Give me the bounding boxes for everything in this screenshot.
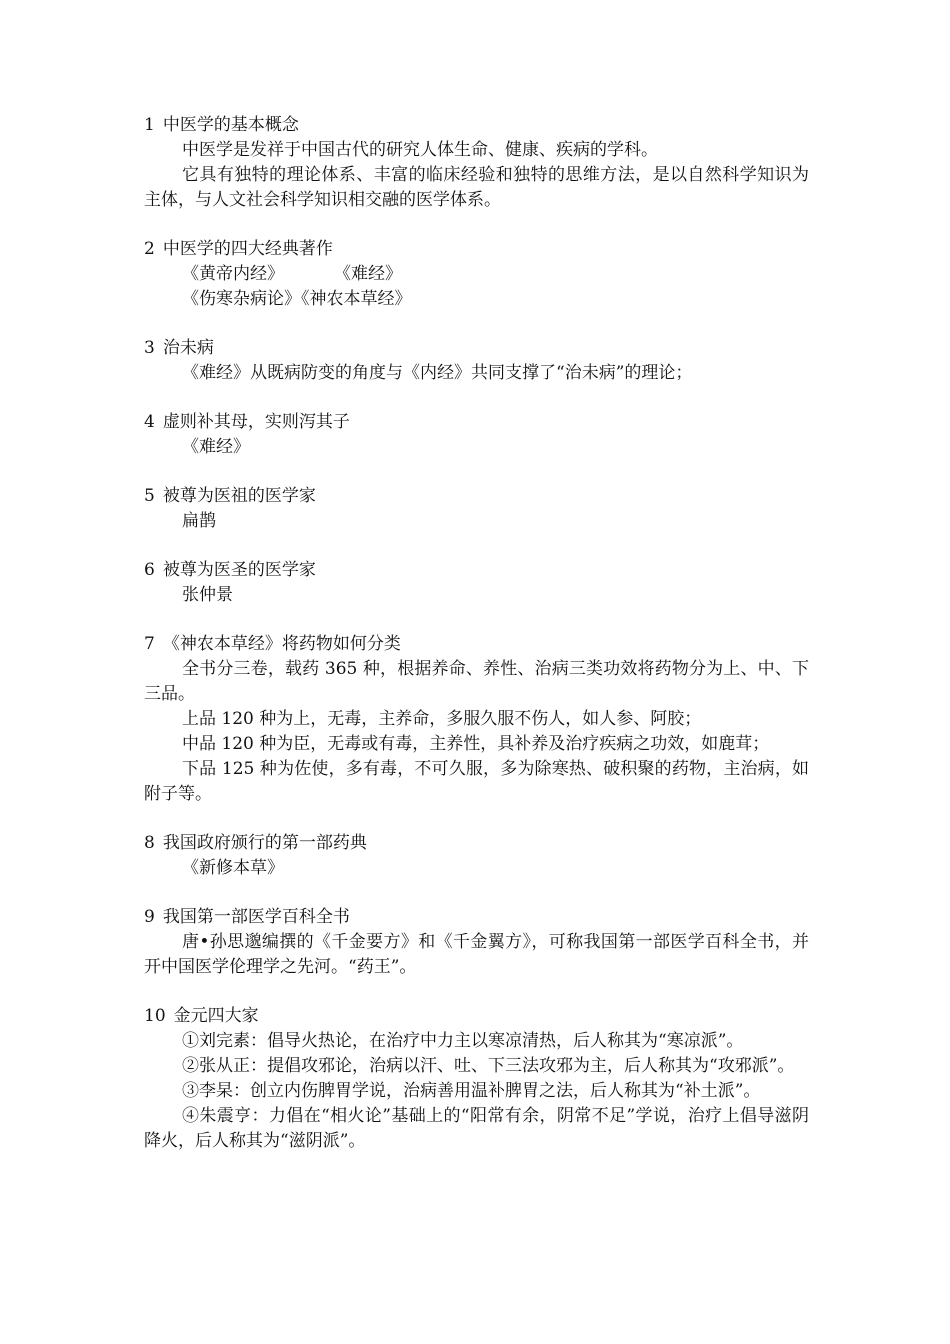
book-list-line: 《伤寒杂病论》《神农本草经》 [182, 289, 412, 309]
paragraph: 中医学是发祥于中国古代的研究人体生命、健康、疾病的学科。 [182, 140, 658, 160]
section-heading [144, 237, 809, 262]
section-number: 6 [144, 560, 155, 580]
section-3 [144, 336, 809, 386]
section-number: 4 [144, 412, 155, 432]
section-number: 3 [144, 338, 155, 358]
section-1 [144, 113, 809, 213]
paragraph: ③李杲：创立内伤脾胃学说，治病善用温补脾胃之法，后人称其为“补土派”。 [182, 1081, 761, 1101]
section-title: 我国第一部医学百科全书 [162, 907, 350, 927]
section-number: 8 [144, 833, 155, 853]
section-heading [144, 632, 809, 657]
section-number: 9 [144, 907, 155, 927]
book-title: 《黄帝内经》 [182, 264, 284, 284]
section-number: 7 [144, 634, 155, 654]
paragraph: ①刘完素：倡导火热论，在治疗中力主以寒凉清热，后人称其为“寒凉派”。 [182, 1031, 744, 1051]
paragraph: 下品 125 种为佐使，多有毒，不可久服，多为除寒热、破积聚的药物，主治病，如附子等。 [144, 759, 809, 804]
paragraph: 张仲景 [182, 585, 233, 605]
paragraph: 上品 120 种为上，无毒，主养命，多服久服不伤人，如人参、阿胶； [182, 709, 702, 729]
book-list-line [144, 262, 809, 287]
section-heading [144, 484, 809, 509]
section-title: 金元四大家 [173, 1006, 259, 1026]
paragraph: 中品 120 种为臣，无毒或有毒，主养性，具补养及治疗疾病之功效，如鹿茸； [182, 734, 770, 754]
section-heading [144, 113, 809, 138]
section-number: 10 [144, 1006, 166, 1026]
section-heading [144, 1004, 809, 1029]
section-number: 5 [144, 486, 155, 506]
section-heading [144, 558, 809, 583]
section-heading [144, 831, 809, 856]
section-title: 被尊为医圣的医学家 [162, 560, 316, 580]
section-7 [144, 632, 809, 807]
paragraph: 全书分三卷，载药 365 种，根据养命、养性、治病三类功效将药物分为上、中、下三品。 [144, 659, 809, 704]
paragraph: ④朱震亨：力倡在“相火论”基础上的“阳常有余，阴常不足”学说，治疗上倡导滋阴降火，后人称其为“滋阴派”。 [144, 1106, 809, 1151]
paragraph: 它具有独特的理论体系、丰富的临床经验和独特的思维方法，是以自然科学知识为主体，与人文社会科学知识相交融的医学体系。 [144, 165, 809, 210]
section-6 [144, 558, 809, 608]
section-number: 2 [144, 239, 155, 259]
section-title: 虚则补其母，实则泻其子 [162, 412, 350, 432]
paragraph: 《难经》从既病防变的角度与《内经》共同支撑了“治未病”的理论； [182, 363, 693, 383]
section-title: 我国政府颁行的第一部药典 [162, 833, 367, 853]
document-page [144, 113, 809, 1178]
section-title: 治未病 [162, 338, 214, 358]
section-heading [144, 410, 809, 435]
paragraph: ②张从正：提倡攻邪论，治病以汗、吐、下三法攻邪为主，后人称其为“攻邪派”。 [182, 1056, 795, 1076]
section-10 [144, 1004, 809, 1154]
paragraph: 扁鹊 [182, 511, 216, 531]
section-title: 被尊为医祖的医学家 [162, 486, 316, 506]
section-heading [144, 905, 809, 930]
section-title: 中医学的基本概念 [162, 115, 299, 135]
section-5 [144, 484, 809, 534]
section-4 [144, 410, 809, 460]
paragraph: 《难经》 [182, 437, 250, 457]
book-title: 《难经》 [334, 264, 402, 284]
paragraph: 《新修本草》 [182, 858, 284, 878]
paragraph: 唐•孙思邈编撰的《千金要方》和《千金翼方》，可称我国第一部医学百科全书，并开中国医学伦理学之先河。“药王”。 [144, 932, 809, 977]
section-title: 《神农本草经》将药物如何分类 [162, 634, 401, 654]
section-heading [144, 336, 809, 361]
section-8 [144, 831, 809, 881]
section-2 [144, 237, 809, 312]
section-number: 1 [144, 115, 155, 135]
section-9 [144, 905, 809, 980]
section-title: 中医学的四大经典著作 [162, 239, 333, 259]
